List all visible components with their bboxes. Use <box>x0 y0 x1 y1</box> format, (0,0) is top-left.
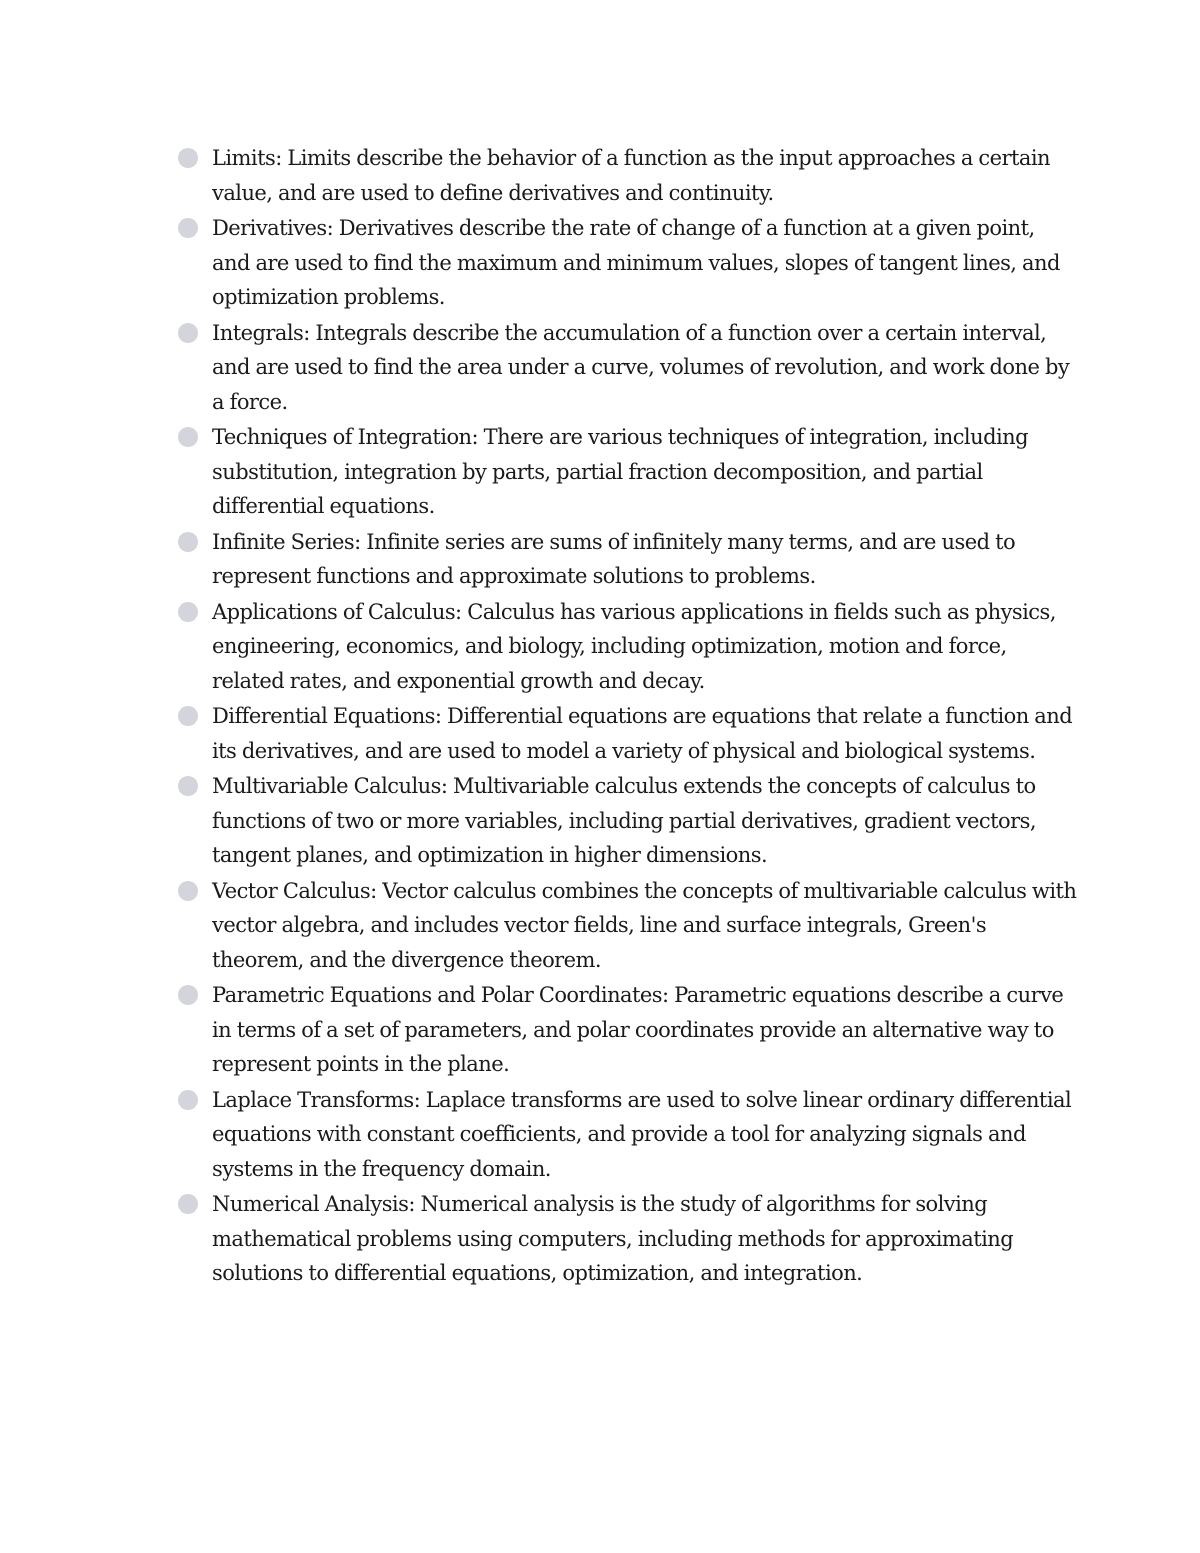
list-item-text: Integrals: Integrals describe the accumulation of a function over a certain interval, and are used to find the area under a curve, volumes of revolution, and work done by a force. <box>212 320 1070 414</box>
list-item <box>178 316 1078 420</box>
list-item <box>178 595 1078 699</box>
bullet-icon <box>178 706 198 726</box>
list-item-text: Limits: Limits describe the behavior of a function as the input approaches a certain value, and are used to define derivatives and continuity. <box>212 146 1050 205</box>
list-item-text: Parametric Equations and Polar Coordinates: Parametric equations describe a curve in terms of a set of parameters, and polar coordinates provide an alternative way to represent points in the plane. <box>212 983 1064 1076</box>
list-item-text: Multivariable Calculus: Multivariable calculus extends the concepts of calculus to functions of two or more variables, including partial derivatives, gradient vectors, tangent planes, and optimization in higher dimensions. <box>212 774 1036 867</box>
bullet-icon <box>178 602 198 622</box>
list-item <box>178 978 1078 1082</box>
bullet-icon <box>178 881 198 901</box>
list-item <box>178 1187 1078 1291</box>
list-item <box>178 525 1078 594</box>
list-item <box>178 699 1078 768</box>
bullet-icon <box>178 1090 198 1110</box>
list-item <box>178 1083 1078 1187</box>
bullet-icon <box>178 427 198 447</box>
list-item <box>178 141 1078 210</box>
list-item <box>178 769 1078 873</box>
bullet-icon <box>178 148 198 168</box>
list-item-text: Applications of Calculus: Calculus has various applications in fields such as physics, engineering, economics, and biology, including optimization, motion and force, related rates, and exponential growth and decay. <box>212 599 1056 693</box>
bullet-list <box>178 141 1078 1292</box>
bullet-icon <box>178 323 198 343</box>
list-item-text: Vector Calculus: Vector calculus combines the concepts of multivariable calculus with vector algebra, and includes vector fields, line and surface integrals, Green's theorem, and the divergence theorem. <box>212 878 1077 972</box>
bullet-icon <box>178 1194 198 1214</box>
list-item-text: Techniques of Integration: There are various techniques of integration, including substitution, integration by parts, partial fraction decomposition, and partial differential equations. <box>212 425 1028 518</box>
list-item-text: Numerical Analysis: Numerical analysis is the study of algorithms for solving mathematical problems using computers, including methods for approximating solutions to differential equations, optimization, and integration. <box>212 1192 1014 1285</box>
list-item-text: Differential Equations: Differential equations are equations that relate a function and its derivatives, and are used to model a variety of physical and biological systems. <box>212 704 1073 763</box>
bullet-icon <box>178 532 198 552</box>
bullet-icon <box>178 985 198 1005</box>
list-item-text: Infinite Series: Infinite series are sums of infinitely many terms, and are used to represent functions and approximate solutions to problems. <box>212 529 1016 588</box>
list-item-text: Laplace Transforms: Laplace transforms are used to solve linear ordinary differential equations with constant coefficients, and provide a tool for analyzing signals and systems in the frequency domain. <box>212 1087 1072 1181</box>
bullet-icon <box>178 218 198 238</box>
list-item <box>178 874 1078 978</box>
list-item-text: Derivatives: Derivatives describe the rate of change of a function at a given point, and are used to find the maximum and minimum values, slopes of tangent lines, and optimization problems. <box>212 216 1060 309</box>
list-item <box>178 211 1078 315</box>
bullet-icon <box>178 776 198 796</box>
list-item <box>178 420 1078 524</box>
